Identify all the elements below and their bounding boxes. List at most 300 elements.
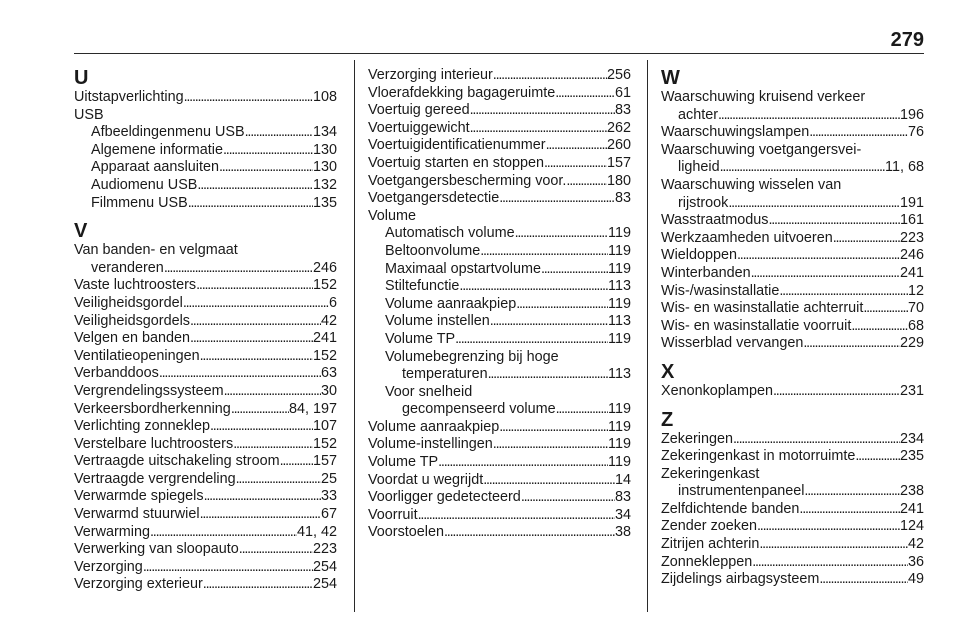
index-entry-label: Verkeersbordherkenning: [74, 400, 231, 417]
dot-leader: [809, 124, 908, 142]
index-entry-label: Zijdelings airbagsysteem: [661, 571, 820, 588]
index-entry: [368, 85, 631, 103]
dot-leader: [245, 124, 313, 142]
index-entry-pages: 119: [608, 436, 631, 453]
dot-leader: [546, 137, 607, 155]
index-entry-pages: 84, 197: [288, 400, 337, 417]
index-entry-pages: 196: [899, 106, 924, 123]
dot-leader: [210, 418, 313, 436]
index-entry: [368, 419, 631, 437]
index-entry: [368, 190, 631, 208]
index-entry-pages: 49: [907, 571, 924, 588]
index-entry-pages: 157: [606, 154, 631, 171]
index-entry-label: Xenonkoplampen: [661, 382, 774, 399]
index-entry-label: Vloerafdekking bagageruimte: [368, 84, 556, 101]
index-entry: [74, 471, 337, 489]
index-entry-label: Volume aanraakpiep: [368, 418, 500, 435]
index-entry-pages: 33: [320, 488, 337, 505]
index-entry-label: Voertuiggewicht: [368, 119, 470, 136]
index-entry-pages: 254: [312, 558, 337, 575]
index-entry: [661, 335, 924, 353]
index-entry-label: ligheid: [678, 159, 720, 176]
dot-leader: [480, 243, 608, 261]
index-entry-pages: 134: [312, 124, 337, 141]
index-entry-label: Maximaal opstartvolume: [385, 260, 541, 277]
index-entry-pages: 132: [312, 176, 337, 193]
index-entry: [661, 247, 924, 265]
section-letter: W: [661, 67, 680, 89]
index-entry-pages: 152: [312, 347, 337, 364]
index-entry: [74, 295, 337, 313]
index-column-2: [368, 67, 631, 542]
index-entry-label: Waarschuwing kruisend verkeer: [661, 89, 866, 105]
index-entry: [661, 431, 924, 449]
index-entry-pages: 231: [899, 382, 924, 399]
dot-leader: [555, 85, 615, 103]
index-entry-pages: 83: [614, 102, 631, 119]
index-entry: [661, 265, 924, 283]
dot-leader: [143, 559, 313, 577]
index-entry-pages: 254: [312, 576, 337, 593]
dot-leader: [233, 436, 313, 454]
index-entry-pages: 135: [312, 194, 337, 211]
index-entry-pages: 161: [899, 212, 924, 229]
index-entry-pages: 70: [907, 300, 924, 317]
index-entry: [661, 230, 924, 248]
index-entry: [74, 124, 337, 142]
index-column-3: [661, 67, 924, 589]
index-entry: [661, 212, 924, 230]
index-entry-pages: 119: [608, 454, 631, 471]
index-entry: [74, 436, 337, 454]
index-entry: [368, 401, 631, 419]
index-entry-label: Verzorging exterieur: [74, 576, 203, 593]
index-entry-pages: 67: [320, 506, 337, 523]
index-entry: [661, 195, 924, 213]
dot-leader: [223, 142, 313, 160]
index-entry-pages: 42: [907, 536, 924, 553]
index-entry-label: Volume TP: [385, 330, 456, 347]
index-entry-pages: 223: [312, 541, 337, 558]
index-entry: [368, 278, 631, 296]
index-entry-pages: 152: [312, 435, 337, 452]
dot-leader: [197, 177, 313, 195]
index-entry-pages: 6: [328, 294, 337, 311]
index-entry-label: Verbanddoos: [74, 365, 159, 382]
index-entry-pages: 30: [320, 382, 337, 399]
dot-leader: [733, 431, 900, 449]
index-entry-label: Wis-/wasinstallatie: [661, 282, 780, 299]
index-entry: [368, 261, 631, 279]
index-entry: [368, 102, 631, 120]
index-entry-pages: 246: [899, 247, 924, 264]
index-entry: [74, 506, 337, 524]
index-entry-label: Voertuig starten en stoppen: [368, 154, 545, 171]
index-entry-label: Beltoonvolume: [385, 242, 481, 259]
index-entry: [74, 260, 337, 278]
index-entry-label: Voorligger gedetecteerd: [368, 489, 521, 506]
index-entry-label: Zekeringenkast: [661, 465, 760, 482]
index-entry-label: Verzorging interieur: [368, 67, 493, 83]
index-entry-label: temperaturen: [402, 366, 488, 383]
index-entry-pages: 260: [606, 137, 631, 154]
index-entry-label: Wis- en wasinstallatie voorruit: [661, 317, 852, 334]
index-entry: [368, 137, 631, 155]
index-entry: [74, 277, 337, 295]
index-entry-label: gecompenseerd volume: [402, 401, 556, 418]
index-entry-pages: 108: [312, 89, 337, 105]
dot-leader: [752, 554, 908, 572]
index-entry: [368, 296, 631, 314]
index-entry-pages: 256: [606, 67, 631, 83]
index-entry-label: Vaste luchtroosters: [74, 277, 197, 294]
index-entry: [368, 524, 631, 542]
index-entry: [74, 524, 337, 542]
dot-leader: [799, 501, 900, 519]
index-entry-label: Volume TP: [368, 454, 439, 471]
index-entry: [368, 173, 631, 191]
index-entry: [368, 243, 631, 261]
index-entry: [661, 107, 924, 125]
index-entry: [74, 418, 337, 436]
dot-leader: [833, 230, 900, 248]
index-entry-pages: 119: [608, 330, 631, 347]
dot-leader: [231, 401, 289, 419]
index-entry-pages: 34: [614, 506, 631, 523]
dot-leader: [757, 518, 900, 536]
index-entry-pages: 41, 42: [296, 523, 337, 540]
dot-leader: [200, 348, 313, 366]
index-entry-label: Verwerking van sloopauto: [74, 541, 239, 558]
dot-leader: [728, 195, 900, 213]
column-divider-right: [647, 60, 648, 612]
index-entry-label: Waarschuwing voetgangersvei-: [661, 141, 862, 158]
index-entry-label: Verstelbare luchtroosters: [74, 435, 234, 452]
index-entry: [74, 453, 337, 471]
section-letter: V: [74, 220, 88, 243]
index-entry-pages: 119: [608, 418, 631, 435]
dot-leader: [488, 366, 608, 384]
dot-leader: [444, 524, 615, 542]
index-entry: [74, 159, 337, 177]
index-entry-pages: 180: [606, 172, 631, 189]
index-entry-pages: 130: [312, 159, 337, 176]
index-entry: [368, 489, 631, 507]
index-entry: [368, 454, 631, 472]
dot-leader: [190, 313, 321, 331]
index-entry-label: Volume instellen: [385, 313, 490, 330]
index-entry-label: Velgen en banden: [74, 330, 191, 347]
index-entry: [661, 159, 924, 177]
dot-leader: [493, 67, 607, 85]
index-entry-label: Zekeringen: [661, 430, 733, 447]
index-entry: [74, 195, 337, 213]
header-rule: [74, 53, 924, 54]
index-entry-pages: 76: [907, 124, 924, 141]
index-entry: [661, 124, 924, 142]
index-entry-pages: 241: [899, 500, 924, 517]
dot-leader: [803, 335, 900, 353]
index-entry-pages: 14: [614, 471, 631, 488]
index-entry-label: Wasstraatmodus: [661, 212, 769, 229]
dot-leader: [855, 448, 900, 466]
index-entry-pages: 12: [907, 282, 924, 299]
index-entry: [661, 536, 924, 554]
index-entry-label: Audiomenu USB: [91, 176, 198, 193]
index-heading: USB: [74, 106, 104, 123]
index-entry-label: Waarschuwingslampen: [661, 124, 810, 141]
dot-leader: [183, 295, 329, 313]
dot-leader: [459, 278, 608, 296]
index-entry-label: Zelfdichtende banden: [661, 500, 800, 517]
index-entry-pages: 61: [614, 84, 631, 101]
dot-leader: [483, 472, 615, 490]
dot-leader: [190, 330, 313, 348]
index-entry-pages: 119: [608, 295, 631, 312]
index-entry-pages: 119: [608, 242, 631, 259]
index-entry-label: Vertraagde uitschakeling stroom: [74, 453, 280, 470]
index-entry: [368, 155, 631, 173]
section-letter: U: [74, 67, 89, 89]
index-entry-label: Voordat u wegrijdt: [368, 471, 484, 488]
index-entry-label: Veiligheidsgordels: [74, 312, 191, 329]
index-entry-label: Werkzaamheden uitvoeren: [661, 229, 833, 246]
index-entry: [368, 313, 631, 331]
index-entry-pages: 262: [606, 119, 631, 136]
dot-leader: [196, 277, 313, 295]
index-entry: [74, 541, 337, 559]
index-entry-label: Wisserblad vervangen: [661, 335, 804, 352]
index-entry-label: Zonnekleppen: [661, 553, 753, 570]
index-entry-pages: 119: [608, 260, 631, 277]
index-entry-pages: 107: [312, 418, 337, 435]
dot-leader: [851, 318, 908, 336]
index-entry-label: Voertuigidentificatienummer: [368, 137, 546, 154]
index-entry-label: Zender zoeken: [661, 518, 757, 535]
index-entry-pages: 68: [907, 317, 924, 334]
dot-leader: [418, 507, 615, 525]
index-entry-label: Wieldoppen: [661, 247, 738, 264]
index-entry-label: Voertuig gereed: [368, 102, 470, 119]
index-entry-label: Winterbanden: [661, 264, 751, 281]
index-entry-pages: 83: [614, 489, 631, 506]
index-entry-label: achter: [678, 106, 718, 123]
index-entry-pages: 223: [899, 229, 924, 246]
index-entry-label: Verwarmd stuurwiel: [74, 506, 200, 523]
index-entry-label: Stiltefunctie: [385, 278, 460, 295]
index-entry: [74, 330, 337, 348]
index-entry-pages: 38: [614, 524, 631, 541]
index-entry-label: Verzorging: [74, 558, 143, 575]
dot-leader: [759, 536, 908, 554]
index-entry-pages: 234: [899, 430, 924, 447]
dot-leader: [556, 401, 608, 419]
index-entry-label: Verwarming: [74, 523, 150, 540]
index-entry-label: Automatisch volume: [385, 225, 515, 242]
index-entry-pages: 124: [899, 518, 924, 535]
index-entry-label: Voor snelheid: [385, 383, 473, 400]
index-entry: [74, 313, 337, 331]
index-entry-label: Zitrijen achterin: [661, 536, 760, 553]
index-entry: [368, 507, 631, 525]
dot-leader: [188, 195, 313, 213]
index-entry-label: Veiligheidsgordel: [74, 294, 183, 311]
index-entry-label: Voorstoelen: [368, 524, 445, 541]
index-entry-label: Algemene informatie: [91, 141, 223, 158]
index-entry-pages: 11, 68: [885, 159, 924, 176]
index-entry-pages: 241: [899, 264, 924, 281]
dot-leader: [164, 260, 313, 278]
index-entry-label: Van banden- en velgmaat: [74, 242, 238, 259]
index-entry: [661, 518, 924, 536]
index-entry-label: Verlichting zonneklep: [74, 418, 211, 435]
dot-leader: [455, 331, 608, 349]
index-entry-label: Wis- en wasinstallatie achterruit: [661, 300, 864, 317]
index-entry: [74, 559, 337, 577]
dot-leader: [184, 89, 313, 107]
index-entry-label: Volume aanraakpiep: [385, 295, 517, 312]
index-entry-label: Apparaat aansluiten: [91, 159, 220, 176]
dot-leader: [204, 488, 321, 506]
index-entry: [661, 571, 924, 589]
index-entry: [368, 120, 631, 138]
index-entry-label: Volume-instellingen: [368, 436, 493, 453]
index-entry-pages: 152: [312, 277, 337, 294]
dot-leader: [768, 212, 900, 230]
index-entry-label: instrumentenpaneel: [678, 483, 805, 500]
index-column-1: [74, 67, 337, 594]
index-heading: Volume: [368, 207, 416, 224]
dot-leader: [470, 102, 615, 120]
index-entry: [74, 365, 337, 383]
index-entry: [74, 401, 337, 419]
index-entry-label: Voetgangersdetectie: [368, 190, 500, 207]
index-entry-pages: 42: [320, 312, 337, 329]
dot-leader: [515, 225, 608, 243]
index-entry: [661, 554, 924, 572]
column-divider-left: [354, 60, 355, 612]
index-entry: [661, 483, 924, 501]
dot-leader: [751, 265, 900, 283]
index-entry-label: Waarschuwing wisselen van: [661, 176, 842, 193]
index-entry: [661, 448, 924, 466]
dot-leader: [438, 454, 608, 472]
index-entry-label: Voorruit: [368, 506, 418, 523]
index-entry-label: Ventilatieopeningen: [74, 347, 200, 364]
index-entry-label: Volumebegrenzing bij hoge: [385, 348, 559, 365]
index-entry-pages: 191: [899, 194, 924, 211]
index-entry: [74, 488, 337, 506]
index-entry-label: Filmmenu USB: [91, 194, 188, 211]
index-entry: [368, 225, 631, 243]
index-entry: [368, 331, 631, 349]
index-entry: [74, 348, 337, 366]
dot-leader: [224, 383, 321, 401]
dot-leader: [773, 383, 900, 401]
dot-leader: [280, 453, 313, 471]
index-entry-pages: 36: [907, 553, 924, 570]
index-entry-pages: 130: [312, 141, 337, 158]
dot-leader: [493, 436, 608, 454]
dot-leader: [200, 506, 321, 524]
index-entry: [661, 383, 924, 401]
dot-leader: [516, 296, 608, 314]
index-entry-pages: 63: [320, 365, 337, 382]
index-entry: [74, 177, 337, 195]
index-entry-pages: 157: [312, 453, 337, 470]
section-letter: X: [661, 360, 675, 383]
dot-leader: [541, 261, 608, 279]
dot-leader: [544, 155, 607, 173]
index-entry-pages: 119: [608, 225, 631, 242]
index-entry-label: Verwarmde spiegels: [74, 488, 204, 505]
index-entry-pages: 113: [608, 278, 631, 295]
index-entry: [74, 383, 337, 401]
dot-leader: [490, 313, 608, 331]
index-entry-pages: 238: [899, 483, 924, 500]
dot-leader: [566, 173, 607, 191]
section-letter: Z: [661, 408, 674, 431]
index-entry-label: Vergrendelingssysteem: [74, 382, 224, 399]
index-entry-pages: 113: [608, 366, 631, 383]
index-entry-label: Afbeeldingenmenu USB: [91, 124, 245, 141]
index-entry: [368, 67, 631, 85]
dot-leader: [159, 365, 321, 383]
dot-leader: [219, 159, 313, 177]
index-entry-label: rijstrook: [678, 194, 729, 211]
dot-leader: [499, 419, 608, 437]
index-entry: [74, 576, 337, 594]
index-entry: [661, 318, 924, 336]
index-entry: [74, 142, 337, 160]
index-entry-label: Uitstapverlichting: [74, 89, 184, 105]
index-entry: [368, 366, 631, 384]
index-entry: [661, 300, 924, 318]
index-entry-pages: 229: [899, 335, 924, 352]
dot-leader: [499, 190, 615, 208]
index-entry-pages: 241: [312, 330, 337, 347]
dot-leader: [150, 524, 297, 542]
index-entry-label: Voetgangersbescherming voor.: [368, 172, 567, 189]
dot-leader: [863, 300, 908, 318]
index-entry: [661, 501, 924, 519]
dot-leader: [203, 576, 313, 594]
page-number: 279: [890, 29, 924, 51]
index-entry-label: Vertraagde vergrendeling: [74, 470, 236, 487]
index-entry-label: Zekeringenkast in motorruimte: [661, 448, 856, 465]
dot-leader: [804, 483, 900, 501]
index-entry-pages: 119: [608, 401, 631, 418]
dot-leader: [718, 107, 900, 125]
dot-leader: [819, 571, 908, 589]
index-entry: [368, 436, 631, 454]
index-entry-label: veranderen: [91, 259, 164, 276]
index-entry-pages: 83: [614, 190, 631, 207]
dot-leader: [239, 541, 313, 559]
dot-leader: [470, 120, 607, 138]
dot-leader: [779, 283, 908, 301]
index-entry: [661, 283, 924, 301]
index-entry-pages: 25: [320, 470, 337, 487]
dot-leader: [720, 159, 885, 177]
dot-leader: [521, 489, 615, 507]
index-entry-pages: 235: [899, 448, 924, 465]
dot-leader: [236, 471, 321, 489]
index-entry: [74, 89, 337, 107]
index-entry-pages: 246: [312, 259, 337, 276]
index-entry-pages: 113: [608, 313, 631, 330]
index-entry: [368, 472, 631, 490]
